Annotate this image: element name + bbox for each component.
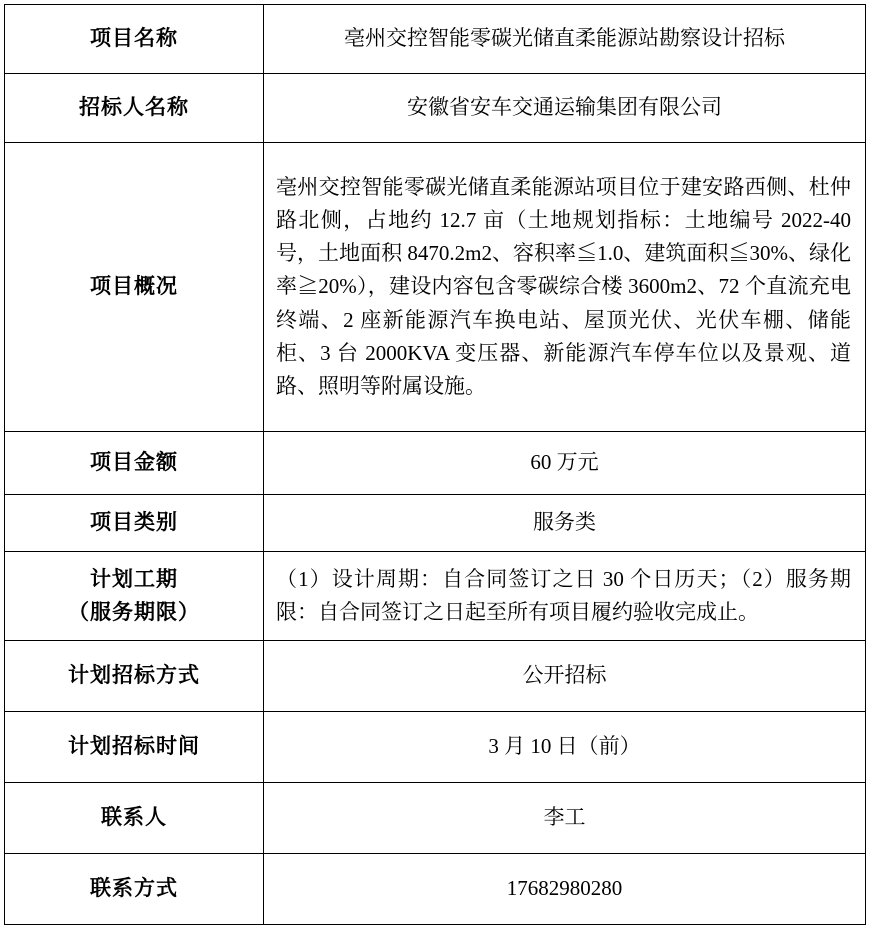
row-label-project-category: 项目类别	[5, 495, 264, 552]
table-row	[5, 712, 866, 783]
row-label-tenderee-name: 招标人名称	[5, 74, 264, 143]
project-info-table	[4, 4, 866, 925]
row-value-bidding-time: 3 月 10 日（前）	[264, 712, 866, 783]
table-row	[5, 143, 866, 432]
table-row	[5, 74, 866, 143]
table-row	[5, 783, 866, 854]
table-row	[5, 432, 866, 495]
row-value-contact-info: 17682980280	[264, 854, 866, 925]
row-label-planned-duration	[5, 552, 264, 641]
row-label-contact-person: 联系人	[5, 783, 264, 854]
table-row	[5, 5, 866, 74]
row-value-project-name: 亳州交控智能零碳光储直柔能源站勘察设计招标	[264, 5, 866, 74]
row-label-bidding-time: 计划招标时间	[5, 712, 264, 783]
table-row	[5, 552, 866, 641]
row-label-project-amount: 项目金额	[5, 432, 264, 495]
row-value-project-amount: 60 万元	[264, 432, 866, 495]
row-value-tenderee-name: 安徽省安车交通运输集团有限公司	[264, 74, 866, 143]
row-value-project-category: 服务类	[264, 495, 866, 552]
row-label-planned-duration-line2: （服务期限）	[68, 600, 200, 624]
row-label-planned-duration-line1: 计划工期	[90, 566, 178, 591]
row-value-contact-person: 李工	[264, 783, 866, 854]
row-value-project-overview: 亳州交控智能零碳光储直柔能源站项目位于建安路西侧、杜仲路北侧，占地约 12.7 亩（土地规划指标：土地编号 2022-40 号，土地面积 8470.2m2、容积率≦1.0、建筑面积≦30%、绿化率≧20%），建设内容包含零碳综合楼 3600m2、72 个直流充电终端、2 座新能源汽车换电站、屋顶光伏、光伏车棚、储能柜、3 台 2000KVA 变压器、新能源汽车停车位以及景观、道路、照明等附属设施。	[264, 143, 866, 432]
row-label-project-overview: 项目概况	[5, 143, 264, 432]
row-value-bidding-method: 公开招标	[264, 641, 866, 712]
table-row	[5, 495, 866, 552]
table-row	[5, 641, 866, 712]
row-label-contact-info: 联系方式	[5, 854, 264, 925]
row-label-project-name: 项目名称	[5, 5, 264, 74]
row-label-bidding-method: 计划招标方式	[5, 641, 264, 712]
row-value-planned-duration: （1）设计周期：自合同签订之日 30 个日历天；（2）服务期限：自合同签订之日起至所有项目履约验收完成止。	[264, 552, 866, 641]
table-row	[5, 854, 866, 925]
